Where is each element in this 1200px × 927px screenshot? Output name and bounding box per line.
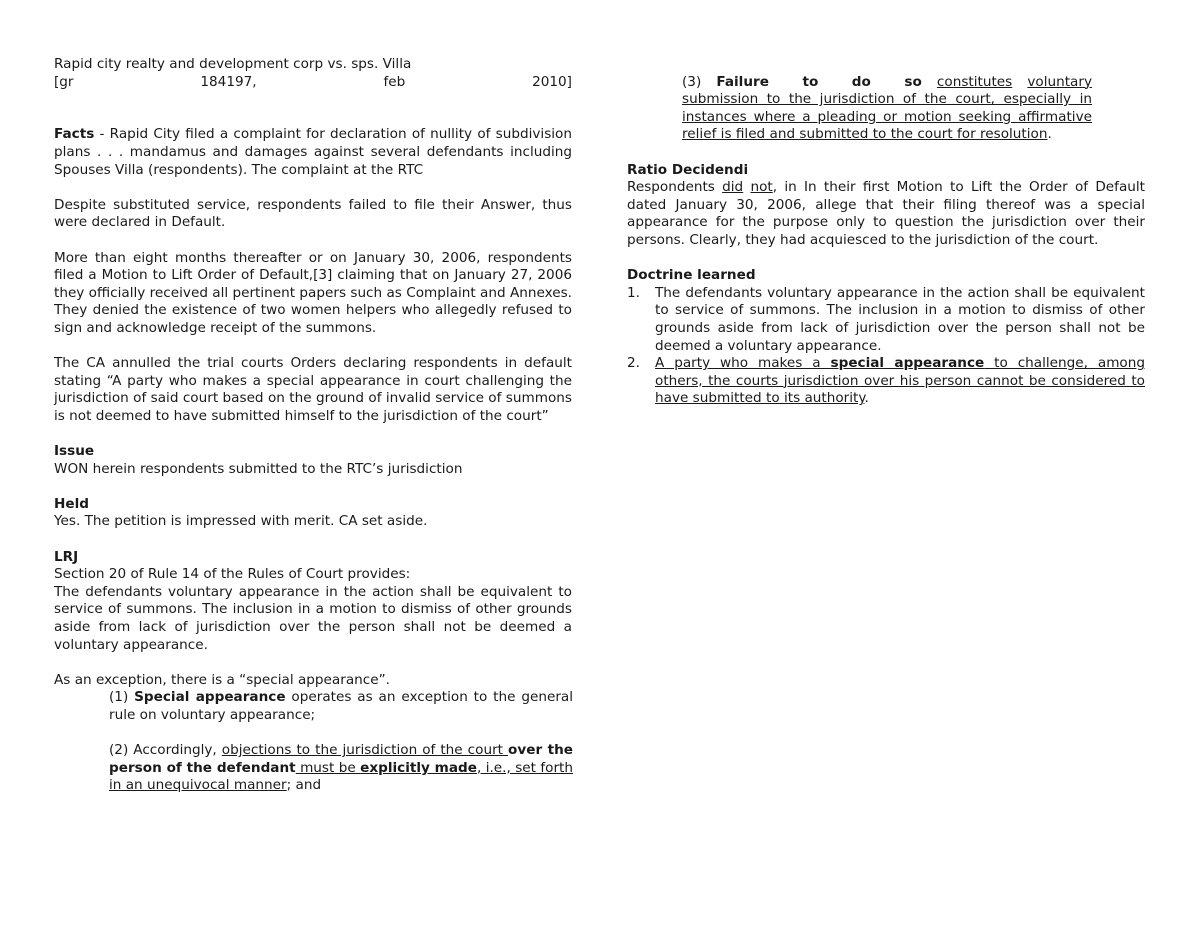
list-number: 1.	[627, 284, 640, 301]
list-item	[627, 355, 1145, 408]
ratio-underlined-word: did	[722, 179, 744, 196]
ratio-underlined-word: not	[750, 179, 773, 196]
doctrine-heading: Doctrine learned	[627, 267, 756, 284]
citation-part: feb	[383, 73, 406, 90]
item-number: (1)	[109, 689, 135, 706]
list-item	[627, 285, 1145, 355]
ratio-text-part: Respondents	[627, 179, 723, 196]
case-title: Rapid city realty and development corp vs. sps. Villa	[54, 56, 412, 72]
lrj-intro: Section 20 of Rule 14 of the Rules of Court provides:	[54, 566, 411, 583]
lrj-rule: The defendants voluntary appearance in the action shall be equivalent to service of summons. The inclusion in a motion to dismiss of other grounds aside from lack of jurisdiction over the person shall not be deemed a voluntary appearance.	[54, 583, 572, 653]
item-bold-text: over the person of the defendant	[109, 742, 573, 776]
item-bold-text: explicitly made	[360, 759, 477, 776]
ratio-text-part: , in In their first Motion to Lift the Order of Default dated January 30, 2006, allege that their filing thereof was a special appearance for the purpose only to question the jurisdiction over their persons. Clearly, they had acquiesced to the jurisdiction of the court.	[627, 179, 1145, 248]
item-text: .	[1047, 126, 1052, 143]
facts-paragraph	[54, 126, 572, 179]
lrj-item-1	[109, 689, 573, 724]
citation-part: [gr	[54, 73, 74, 90]
held-heading: Held	[54, 495, 89, 512]
facts-heading: Facts	[54, 126, 95, 143]
list-item-text: The defendants voluntary appearance in the action shall be equivalent to service of summons. The inclusion in a motion to dismiss of other grounds aside from lack of jurisdiction over the person shall not be deemed a voluntary appearance.	[655, 284, 1145, 354]
item-number: (3)	[682, 73, 717, 90]
lrj-item-2	[109, 742, 573, 795]
list-number: 2.	[627, 355, 640, 372]
issue-heading: Issue	[54, 443, 95, 460]
item-text: operates as an exception to the general rule on voluntary appearance;	[109, 689, 574, 723]
left-column	[54, 56, 572, 795]
doctrine-list	[627, 285, 1145, 408]
item-bold-text: Failure to do so	[716, 73, 922, 90]
item-underlined-text: objections to the jurisdiction of the court	[221, 742, 509, 759]
item-underlined-text: , i.e., set forth in an unequivocal manner	[109, 759, 573, 794]
facts-text: - Rapid City filed a complaint for declaration of nullity of subdivision plans . . . mandamus and damages against several defendants including Spouses Villa (respondents). The complaint at the RTC	[54, 126, 572, 178]
item-underlined-text: constitutes	[936, 73, 1013, 90]
held-text: Yes. The petition is impressed with merit. CA set aside.	[54, 513, 428, 530]
item-underlined-text: must be	[295, 759, 361, 776]
item-bold-text: Special appearance	[134, 689, 286, 706]
right-column	[627, 74, 1145, 408]
ratio-text	[627, 179, 1145, 249]
ratio-heading: Ratio Decidendi	[627, 161, 749, 178]
item-text: (2) Accordingly,	[109, 742, 222, 759]
citation-part: 184197,	[200, 73, 257, 90]
issue-text: WON herein respondents submitted to the RTC’s jurisdiction	[54, 460, 463, 477]
list-item-bold-text: special appearance	[830, 355, 985, 372]
facts-paragraph-2: Despite substituted service, respondents failed to file their Answer, thus were declared in Default.	[54, 196, 572, 231]
item-underlined-text: voluntary submission to the jurisdiction of the court, especially in instances where a pleading or motion seeking affirmative relief is filed and submitted to the court for resolution	[682, 73, 1093, 143]
list-item-underlined-text: to challenge, among others, the courts jurisdiction over his person cannot be considered to have submitted to its authority	[655, 355, 1145, 407]
facts-paragraph-3: More than eight months thereafter or on January 30, 2006, respondents filed a Motion to Lift Order of Default,[3] claiming that on January 27, 2006 they officially received all pertinent papers such as Complaint and Annexes. They denied the existence of two women helpers who allegedly refused to sign and acknowledge receipt of the summons.	[54, 249, 572, 336]
item-text: ; and	[286, 777, 322, 794]
lrj-exception: As an exception, there is a “special appearance”.	[54, 671, 390, 688]
lrj-item-3	[682, 74, 1092, 144]
facts-paragraph-4: The CA annulled the trial courts Orders declaring respondents in default stating “A party who makes a special appearance in court challenging the jurisdiction of said court based on the ground of invalid service of summons is not deemed to have submitted himself to the jurisdiction of the court”	[54, 355, 572, 424]
list-item-text: .	[864, 390, 869, 407]
lrj-heading: LRJ	[54, 548, 79, 565]
list-item-underlined-text: A party who makes a	[655, 355, 831, 372]
citation-part: 2010]	[532, 73, 572, 90]
case-citation	[54, 74, 572, 92]
